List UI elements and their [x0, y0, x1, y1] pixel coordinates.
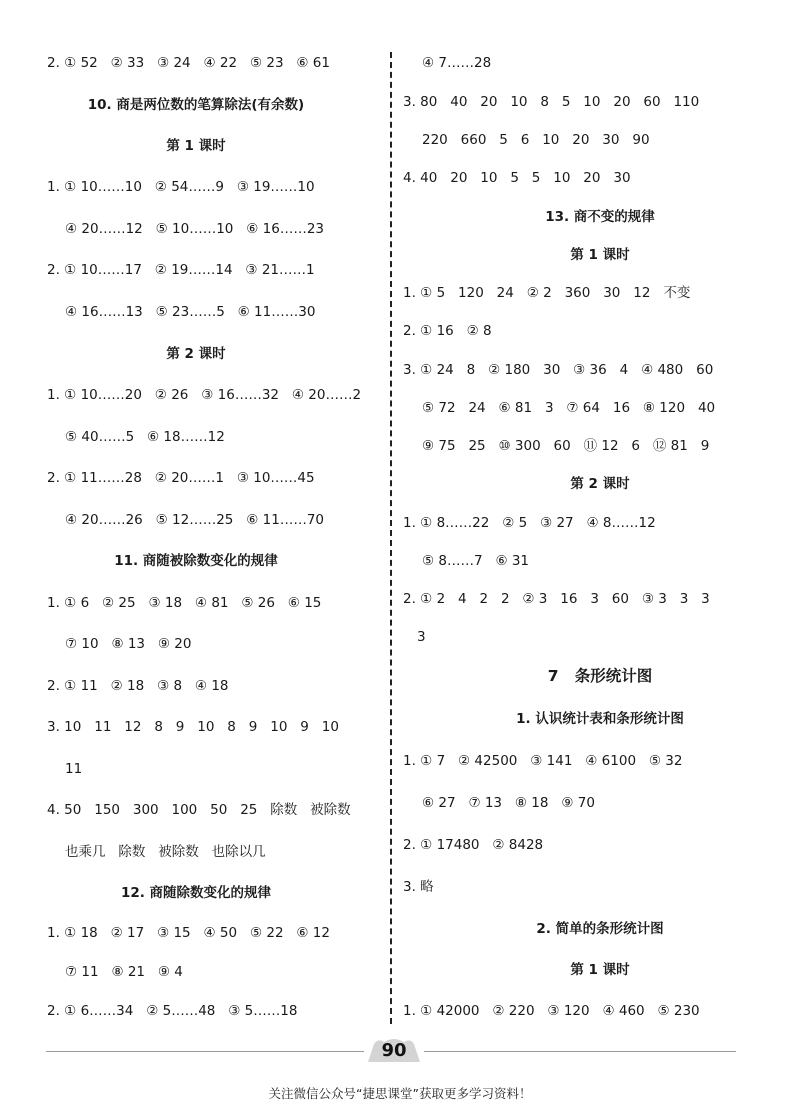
- answer-line: ⑨ 75 25 ⑩ 300 60 ⑪ 12 6 ⑫ 81 9: [422, 438, 710, 454]
- answer-line: 4. 40 20 10 5 5 10 20 30: [403, 170, 631, 186]
- answer-line: 也乘几 除数 被除数 也除以几: [65, 844, 266, 860]
- answer-line: 11: [65, 761, 83, 777]
- answer-line: 220 660 5 6 10 20 30 90: [422, 132, 650, 148]
- chapter-heading: 7 条形统计图: [547, 667, 653, 685]
- answer-line: ⑤ 8……7 ⑥ 31: [422, 553, 530, 569]
- answer-line: 2. ① 52 ② 33 ③ 24 ④ 22 ⑤ 23 ⑥ 61: [47, 55, 330, 71]
- answer-line: 1. ① 6 ② 25 ③ 18 ④ 81 ⑤ 26 ⑥ 15: [47, 595, 322, 611]
- answer-line: 3: [417, 629, 426, 645]
- section-heading: 13. 商不变的规律: [545, 209, 655, 225]
- lesson-heading: 第 1 课时: [570, 962, 630, 978]
- answer-line: ④ 20……26 ⑤ 12……25 ⑥ 11……70: [65, 512, 324, 528]
- section-heading: 12. 商随除数变化的规律: [120, 885, 272, 901]
- footer-rule-left: [46, 1051, 364, 1052]
- answer-line: ⑤ 40……5 ⑥ 18……12: [65, 429, 225, 445]
- answer-line: 3. 80 40 20 10 8 5 10 20 60 110: [403, 94, 700, 110]
- answer-line: 1. ① 18 ② 17 ③ 15 ④ 50 ⑤ 22 ⑥ 12: [47, 925, 330, 941]
- answer-line: ⑤ 72 24 ⑥ 81 3 ⑦ 64 16 ⑧ 120 40: [422, 400, 716, 416]
- answer-line: 1. ① 7 ② 42500 ③ 141 ④ 6100 ⑤ 32: [403, 753, 683, 769]
- lesson-heading: 第 1 课时: [166, 138, 226, 154]
- answer-line: 3. 10 11 12 8 9 10 8 9 10 9 10: [47, 719, 339, 735]
- answer-line: 1. ① 10……10 ② 54……9 ③ 19……10: [47, 179, 315, 195]
- answer-line: 4. 50 150 300 100 50 25 除数 被除数: [47, 802, 351, 818]
- answer-line: 1. ① 42000 ② 220 ③ 120 ④ 460 ⑤ 230: [403, 1003, 700, 1019]
- lesson-heading: 第 2 课时: [166, 346, 226, 362]
- answer-line: 2. ① 16 ② 8: [403, 323, 492, 339]
- section-heading: 2. 简单的条形统计图: [536, 921, 664, 937]
- page-number-badge: [364, 1036, 424, 1066]
- footer-rule-right: [424, 1051, 736, 1052]
- footer-promo-text: 关注微信公众号“捷思课堂”获取更多学习资料！: [268, 1086, 532, 1101]
- lesson-heading: 第 1 课时: [570, 247, 630, 263]
- answer-line: 2. ① 10……17 ② 19……14 ③ 21……1: [47, 262, 315, 278]
- section-heading: 1. 认识统计表和条形统计图: [516, 711, 684, 727]
- answer-line: 1. ① 8……22 ② 5 ③ 27 ④ 8……12: [403, 515, 656, 531]
- answer-line: ④ 20……12 ⑤ 10……10 ⑥ 16……23: [65, 221, 324, 237]
- section-heading: 11. 商随被除数变化的规律: [114, 553, 278, 569]
- page-number: 90: [381, 1040, 407, 1061]
- answer-line: 2. ① 11 ② 18 ③ 8 ④ 18: [47, 678, 229, 694]
- answer-line: 3. ① 24 8 ② 180 30 ③ 36 4 ④ 480 60: [403, 362, 714, 378]
- answer-line: ⑦ 10 ⑧ 13 ⑨ 20: [65, 636, 192, 652]
- answer-line: ⑥ 27 ⑦ 13 ⑧ 18 ⑨ 70: [422, 795, 595, 811]
- lesson-heading: 第 2 课时: [570, 476, 630, 492]
- answer-line: ④ 7……28: [422, 55, 492, 71]
- answer-line: 1. ① 5 120 24 ② 2 360 30 12 不变: [403, 285, 691, 301]
- answer-line: 1. ① 10……20 ② 26 ③ 16……32 ④ 20……2: [47, 387, 362, 403]
- answer-line: ④ 16……13 ⑤ 23……5 ⑥ 11……30: [65, 304, 316, 320]
- section-heading: 10. 商是两位数的笔算除法(有余数): [87, 97, 305, 113]
- answer-line: 2. ① 17480 ② 8428: [403, 837, 544, 853]
- column-divider: [390, 52, 392, 1024]
- answer-line: 2. ① 11……28 ② 20……1 ③ 10……45: [47, 470, 315, 486]
- answer-line: 3. 略: [403, 879, 434, 895]
- answer-line: ⑦ 11 ⑧ 21 ⑨ 4: [65, 964, 183, 980]
- answer-line: 2. ① 6……34 ② 5……48 ③ 5……18: [47, 1003, 298, 1019]
- answer-line: 2. ① 2 4 2 2 ② 3 16 3 60 ③ 3 3 3: [403, 591, 710, 607]
